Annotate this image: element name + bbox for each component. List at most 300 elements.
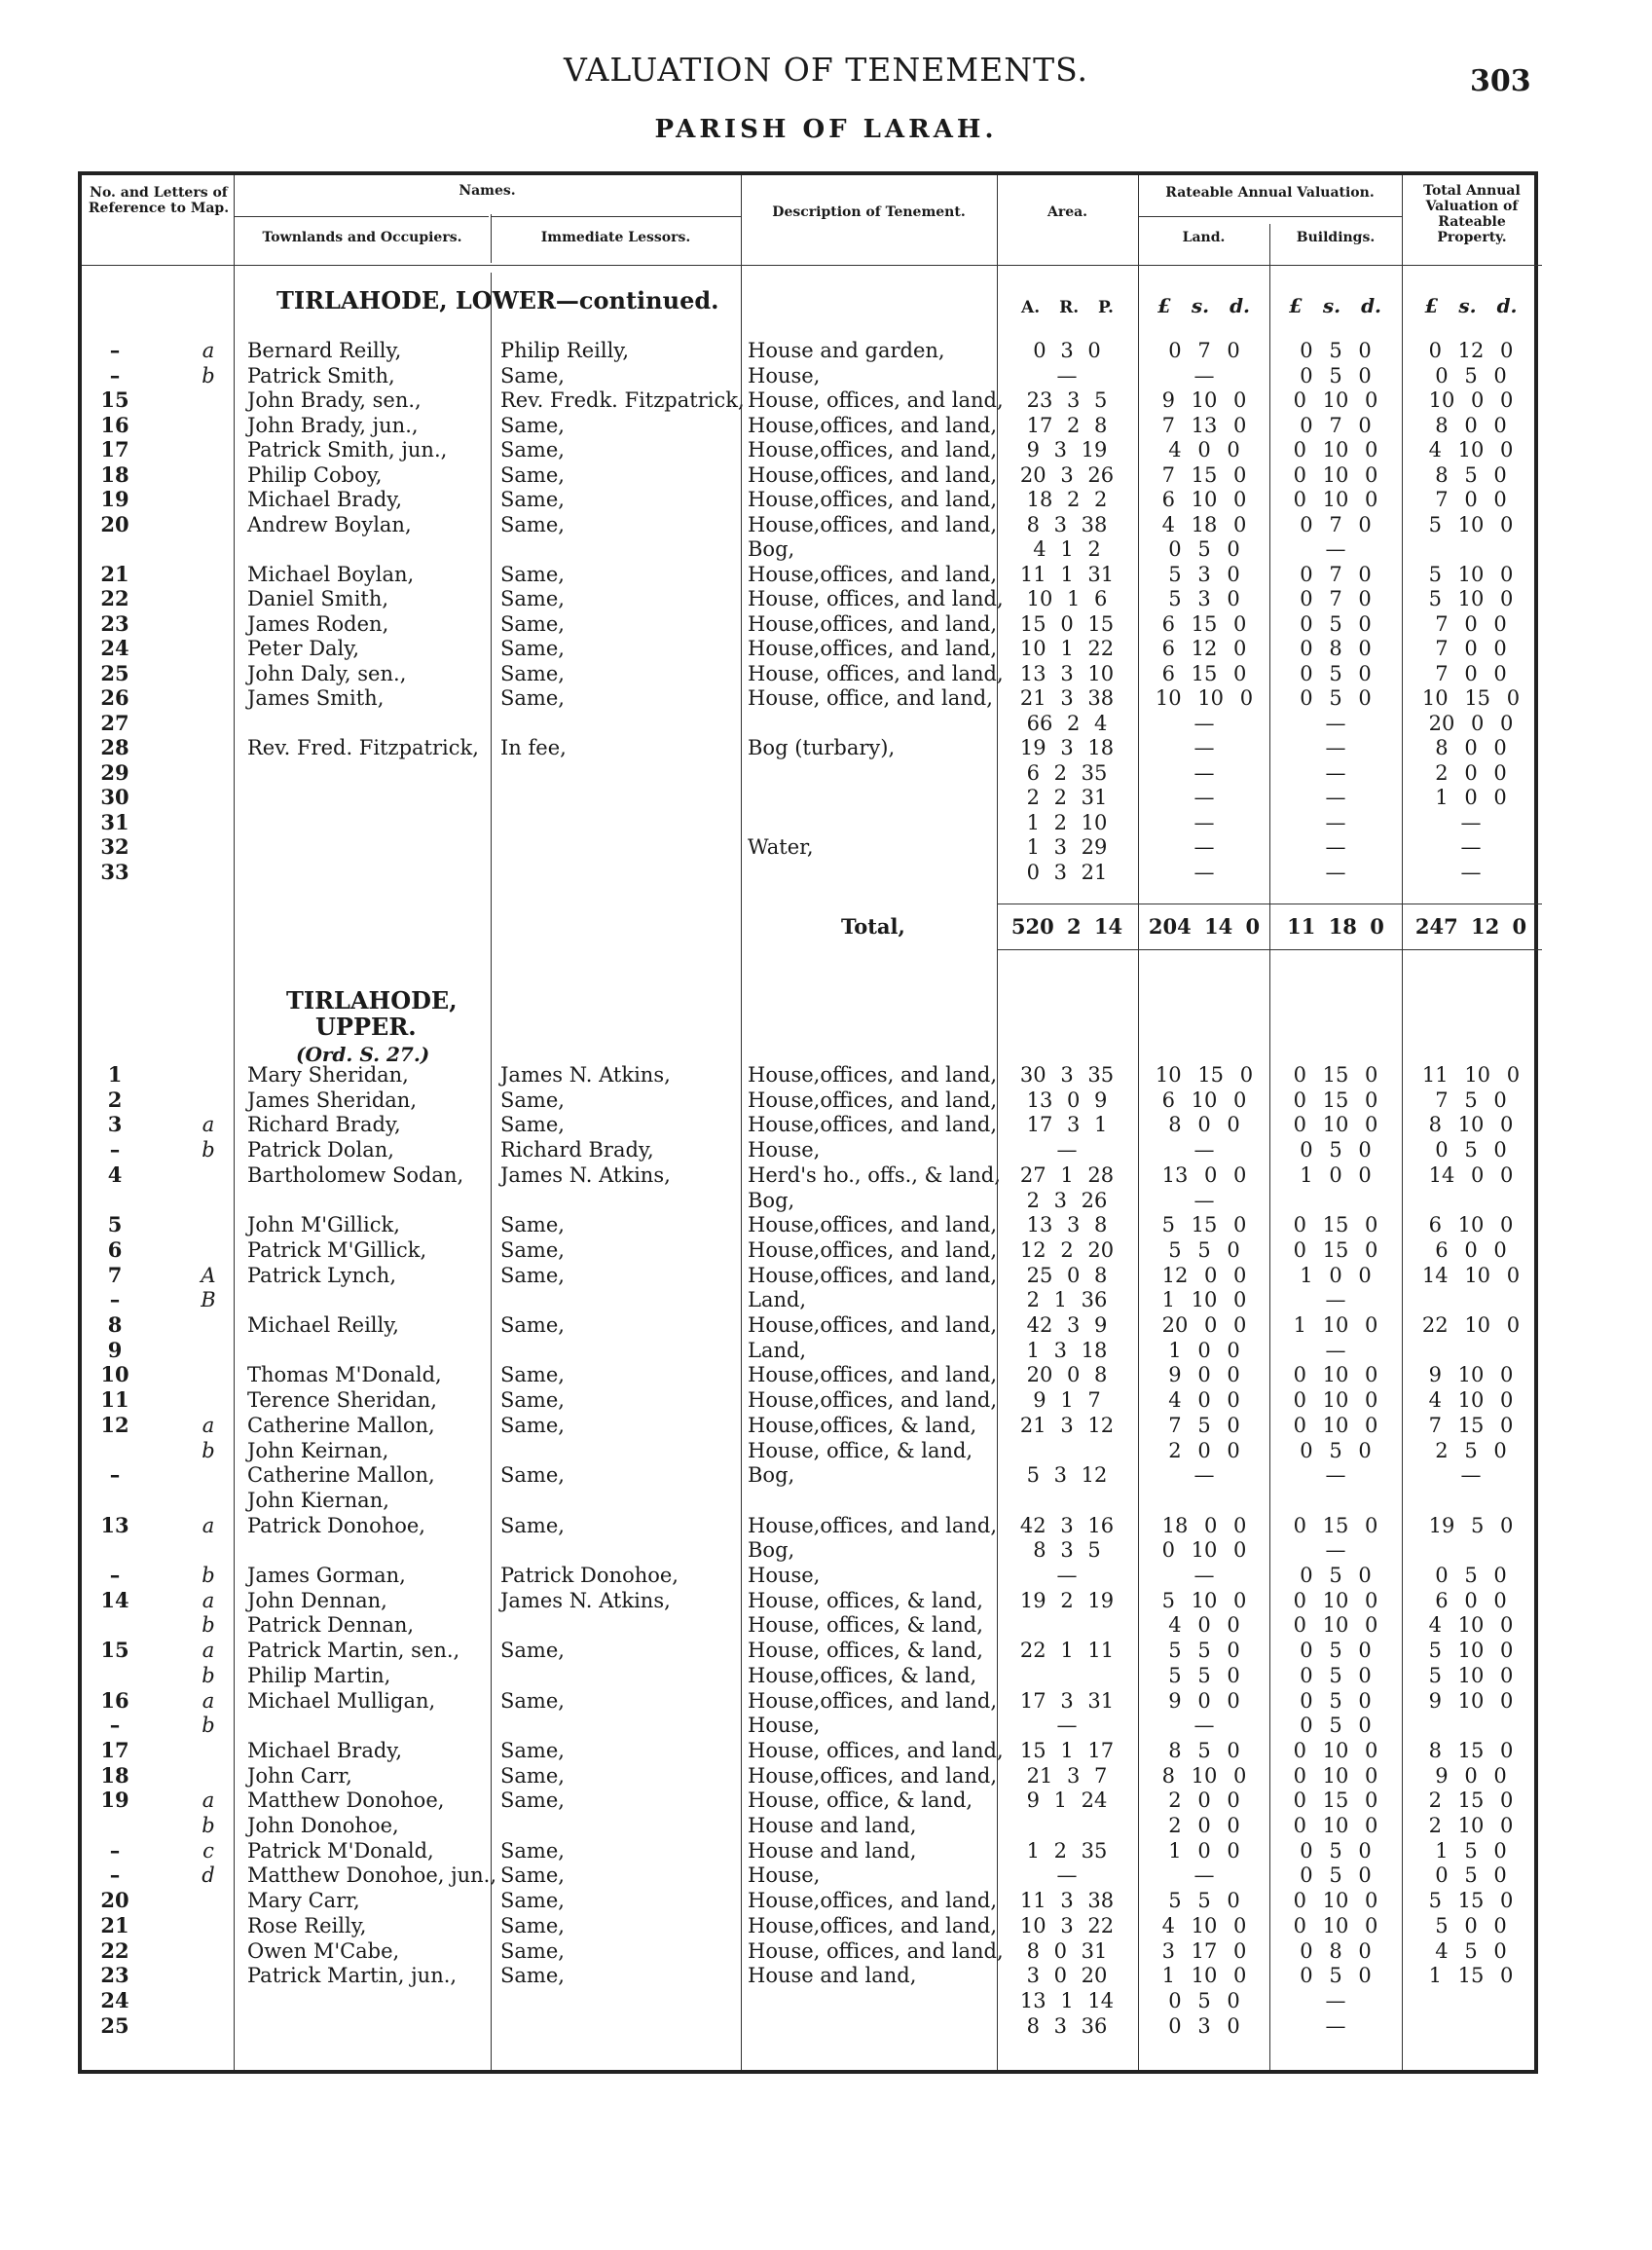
land-value: 6 10 0 (1161, 488, 1247, 511)
header-rule (1138, 216, 1403, 217)
ref-number: 18 (100, 461, 129, 487)
buildings-value: 0 10 0 (1293, 438, 1378, 461)
occupier-name: John Dennan, (247, 1588, 387, 1612)
land-value: 0 3 0 (1168, 2013, 1240, 2038)
ref-number: 20 (100, 511, 129, 536)
occupier-name: Michael Boylan, (247, 562, 415, 586)
section-ord: (Ord. S. 27.) (296, 1043, 430, 1066)
lessor-name: James N. Atkins, (500, 1063, 671, 1087)
area-value: — (1056, 1714, 1078, 1738)
land-value: 8 5 0 (1168, 1738, 1240, 1762)
tenement-description: House, office, and land, (748, 686, 993, 710)
land-units: £ s. d. (1156, 294, 1251, 317)
tenement-description: House, offices, and land, (748, 1738, 1004, 1762)
ref-letter: b (202, 1564, 215, 1587)
col-rule (1138, 175, 1139, 2070)
land-value: 6 10 0 (1161, 1088, 1247, 1112)
ref-number: 1 (107, 1062, 123, 1087)
buildings-value: 0 10 0 (1293, 1913, 1378, 1937)
area-value: 13 3 8 (1026, 1213, 1108, 1237)
page-number: 303 (1470, 64, 1531, 98)
tenement-description: House,offices, and land, (748, 611, 997, 636)
total-value: 1 5 0 (1435, 1838, 1507, 1863)
occupier-name: Patrick M'Gillick, (247, 1237, 427, 1262)
occupier-name: Richard Brady, (247, 1113, 401, 1137)
lessor-name: Same, (500, 1863, 565, 1888)
area-value: 15 1 17 (1019, 1738, 1115, 1762)
ref-letter: a (202, 1113, 215, 1137)
tenement-description: House,offices, and land, (748, 512, 997, 536)
occupier-name: Michael Reilly, (247, 1313, 399, 1337)
occupier-name: John Brady, jun., (247, 413, 419, 437)
lessor-name: Same, (500, 1763, 565, 1788)
buildings-value: — (1325, 810, 1346, 834)
total-value: 8 5 0 (1435, 462, 1507, 487)
land-value: — (1193, 1463, 1215, 1488)
lessor-name: Same, (500, 462, 565, 487)
buildings-value: 0 10 0 (1293, 488, 1378, 511)
buildings-value: 0 10 0 (1293, 1113, 1378, 1137)
ref-number: 25 (100, 660, 129, 685)
buildings-value: 0 10 0 (1293, 1738, 1378, 1762)
ref-number: 26 (100, 685, 129, 710)
ref-number: 18 (100, 1762, 129, 1788)
tenement-description: House, offices, and land, (748, 661, 1004, 685)
land-value: — (1193, 1138, 1215, 1162)
land-value: — (1193, 711, 1215, 735)
buildings-value: 0 5 0 (1300, 1714, 1372, 1738)
tenement-description: House,offices, and land, (748, 1263, 997, 1287)
buildings-value: — (1325, 711, 1346, 735)
ref-number: 5 (107, 1212, 123, 1237)
land-value: 4 10 0 (1161, 1913, 1247, 1937)
total-value: 6 10 0 (1428, 1213, 1514, 1237)
land-value: 10 10 0 (1155, 686, 1254, 710)
area-value: 18 2 2 (1026, 488, 1108, 511)
col-header-area: Area. (1046, 204, 1088, 220)
land-value: 4 18 0 (1161, 512, 1247, 536)
ref-number: 14 (100, 1587, 129, 1612)
total-land: 204 14 0 (1148, 914, 1261, 939)
buildings-value: 0 5 0 (1300, 1438, 1372, 1462)
tenement-description: House, (748, 1564, 821, 1587)
buildings-value: 0 5 0 (1300, 686, 1372, 710)
total-value: 8 15 0 (1428, 1738, 1514, 1762)
ref-number: 3 (107, 1112, 123, 1137)
lessor-name: James N. Atkins, (500, 1588, 671, 1612)
area-value: 1 2 35 (1026, 1838, 1108, 1863)
lessor-name: Patrick Donohoe, (500, 1564, 679, 1587)
area-value: 2 1 36 (1026, 1288, 1108, 1312)
ref-letter: a (202, 1513, 215, 1537)
area-value: 3 0 20 (1026, 1964, 1108, 1988)
occupier-name: Patrick Donohoe, (247, 1513, 425, 1537)
tenement-description: House,offices, and land, (748, 1688, 997, 1713)
lessor-name: In fee, (500, 736, 567, 759)
ref-number: 11 (100, 1387, 129, 1413)
tenement-description: Land, (748, 1288, 807, 1312)
ref-number: 28 (100, 735, 129, 759)
col-header-ref: No. and Letters of Reference to Map. (88, 185, 230, 216)
total-units: £ s. d. (1424, 294, 1518, 317)
buildings-value: 0 5 0 (1300, 1639, 1372, 1663)
buildings-value: — (1325, 835, 1346, 859)
total-value: 14 10 0 (1421, 1263, 1521, 1287)
col-header-total: Total Annual Valuation of Rateable Property. (1423, 183, 1521, 245)
lessor-name: Same, (500, 488, 565, 511)
area-value: 21 3 12 (1019, 1413, 1115, 1437)
ref-number: 17 (100, 1737, 129, 1762)
tenement-description: House, office, & land, (748, 1789, 973, 1813)
tenement-description: House,offices, and land, (748, 1113, 997, 1137)
total-value: — (1460, 835, 1482, 859)
buildings-value: 0 7 0 (1300, 562, 1372, 586)
tenement-description: House,offices, and land, (748, 1313, 997, 1337)
tenement-description: House,offices, & land, (748, 1663, 977, 1687)
buildings-value: 0 10 0 (1293, 1889, 1378, 1913)
buildings-value: — (1325, 1463, 1346, 1488)
ref-letter: a (202, 1789, 215, 1813)
tenement-description: House,offices, and land, (748, 1513, 997, 1537)
total-value: 5 10 0 (1428, 562, 1514, 586)
lessor-name: James N. Atkins, (500, 1162, 671, 1187)
area-value: 15 0 15 (1019, 611, 1115, 636)
buildings-value: 1 0 0 (1300, 1263, 1372, 1287)
tenement-description: Land, (748, 1338, 807, 1362)
area-value: 19 3 18 (1019, 736, 1115, 759)
area-value: 20 0 8 (1026, 1363, 1108, 1387)
area-value: 6 2 35 (1026, 760, 1108, 785)
total-rule (997, 949, 1542, 950)
buildings-value: 0 5 0 (1300, 611, 1372, 636)
buildings-value: 0 5 0 (1300, 1863, 1372, 1888)
total-value: 2 0 0 (1435, 760, 1507, 785)
buildings-value: 0 10 0 (1293, 1388, 1378, 1413)
total-value: 8 0 0 (1435, 413, 1507, 437)
land-value: 12 0 0 (1161, 1263, 1247, 1287)
area-value: 11 1 31 (1019, 562, 1115, 586)
ref-letter: b (202, 1814, 215, 1837)
total-value: 1 15 0 (1428, 1964, 1514, 1988)
occupier-name: Michael Brady, (247, 1738, 403, 1762)
section-title-upper-2: UPPER. (315, 1013, 417, 1041)
area-value: 1 2 10 (1026, 810, 1108, 834)
area-value: 0 3 21 (1026, 860, 1108, 884)
buildings-value: 0 5 0 (1300, 1688, 1372, 1713)
area-value: 1 3 29 (1026, 835, 1108, 859)
occupier-name: Rev. Fred. Fitzpatrick, (247, 736, 479, 759)
tenement-description: House, (748, 1714, 821, 1738)
occupier-name: James Sheridan, (247, 1088, 417, 1112)
total-value: 5 10 0 (1428, 512, 1514, 536)
lessor-name: Same, (500, 1938, 565, 1963)
tenement-description: House and land, (748, 1838, 917, 1863)
land-value: 2 0 0 (1168, 1438, 1240, 1462)
land-value: 5 15 0 (1161, 1213, 1247, 1237)
land-value: 0 5 0 (1168, 1988, 1240, 2012)
occupier-name: Peter Daly, (247, 637, 360, 660)
lessor-name: Same, (500, 1789, 565, 1813)
area-value: 0 3 0 (1033, 339, 1101, 362)
ref-number: 19 (100, 1788, 129, 1813)
lessor-name: Same, (500, 512, 565, 536)
lessor-name: Same, (500, 1088, 565, 1112)
occupier-name: Michael Brady, (247, 488, 403, 511)
tenement-description: House, (748, 363, 821, 387)
section-title-lower: TIRLAHODE, LOWER—continued. (276, 286, 719, 314)
occupier-name: Rose Reilly, (247, 1913, 367, 1937)
occupier-name: John Daly, sen., (247, 661, 407, 685)
buildings-value: 0 15 0 (1293, 1513, 1378, 1537)
land-value: 9 10 0 (1161, 388, 1247, 412)
buildings-value: 0 15 0 (1293, 1063, 1378, 1087)
area-value: 13 3 10 (1019, 661, 1115, 685)
ref-letter: B (201, 1288, 216, 1312)
occupier-name: Mary Carr, (247, 1889, 360, 1913)
buildings-value: 0 5 0 (1300, 661, 1372, 685)
area-value: 19 2 19 (1019, 1588, 1115, 1612)
total-buildings: 11 18 0 (1287, 914, 1384, 939)
section-title-upper-1: TIRLAHODE, (286, 986, 458, 1014)
col-rule (1269, 224, 1270, 2070)
lessor-name: Same, (500, 637, 565, 660)
occupier-name: Thomas M'Donald, (247, 1363, 442, 1387)
area-value: 10 3 22 (1019, 1913, 1115, 1937)
occupier-name: Patrick Dennan, (247, 1613, 415, 1638)
area-value: 25 0 8 (1026, 1263, 1108, 1287)
occupier-name: John M'Gillick, (247, 1213, 400, 1237)
buildings-value: 0 8 0 (1300, 637, 1372, 660)
tenement-description: House,offices, and land, (748, 1088, 997, 1112)
lessor-name: Same, (500, 611, 565, 636)
ref-number: – (109, 1287, 121, 1312)
tenement-description: House, office, & land, (748, 1438, 973, 1462)
land-value: 8 10 0 (1161, 1763, 1247, 1788)
ref-number: 12 (100, 1412, 129, 1437)
col-header-desc: Description of Tenement. (772, 204, 966, 220)
area-value: 9 1 7 (1033, 1388, 1101, 1413)
ref-letter: b (202, 363, 215, 387)
lessor-name: Same, (500, 438, 565, 461)
tenement-description: House,offices, and land, (748, 1388, 997, 1413)
ref-number: 15 (100, 1638, 129, 1663)
occupier-name: Andrew Boylan, (247, 512, 412, 536)
area-value: 20 3 26 (1019, 462, 1115, 487)
total-value: 7 0 0 (1435, 661, 1507, 685)
buildings-value: — (1325, 2013, 1346, 2038)
buildings-value: 0 10 0 (1293, 1588, 1378, 1612)
area-value: 11 3 38 (1019, 1889, 1115, 1913)
occupier-name: John Brady, sen., (247, 388, 422, 412)
ref-number: 33 (100, 859, 129, 884)
occupier-name: Catherine Mallon, (247, 1463, 435, 1488)
ref-number: 16 (100, 412, 129, 437)
tenement-description: House,offices, and land, (748, 1763, 997, 1788)
ref-number: 22 (100, 1937, 129, 1963)
total-value: 8 10 0 (1428, 1113, 1514, 1137)
ref-number: 21 (100, 561, 129, 586)
lessor-name: Same, (500, 1639, 565, 1663)
col-rule (234, 175, 235, 2070)
tenement-description: Bog, (748, 1463, 795, 1488)
total-value: 9 10 0 (1428, 1363, 1514, 1387)
buildings-value: — (1325, 860, 1346, 884)
tenement-description: Water, (748, 835, 814, 859)
area-value: 17 3 31 (1019, 1688, 1115, 1713)
ref-letter: d (202, 1863, 215, 1888)
area-value: 8 3 5 (1033, 1538, 1101, 1563)
total-value: 5 0 0 (1435, 1913, 1507, 1937)
area-value: 2 2 31 (1026, 786, 1108, 809)
header-rule (234, 216, 489, 217)
col-rule (491, 273, 492, 2070)
area-value: 9 1 24 (1026, 1789, 1108, 1813)
ref-number: – (109, 1462, 121, 1488)
land-value: 5 3 0 (1168, 562, 1240, 586)
occupier-name: Bartholomew Sodan, (247, 1162, 464, 1187)
occupier-name: Bernard Reilly, (247, 339, 402, 362)
area-value: 21 3 7 (1026, 1763, 1108, 1788)
occupier-name: Matthew Donohoe, jun., (247, 1863, 497, 1888)
buildings-value: 0 5 0 (1300, 1663, 1372, 1687)
total-value: 5 10 0 (1428, 587, 1514, 610)
ref-number: 9 (107, 1337, 123, 1362)
land-value: — (1193, 736, 1215, 759)
area-value: 9 3 19 (1026, 438, 1108, 461)
ref-number: 17 (100, 437, 129, 461)
total-value: 7 5 0 (1435, 1088, 1507, 1112)
area-value: — (1056, 1863, 1078, 1888)
col-header-rateable: Rateable Annual Valuation. (1165, 185, 1375, 201)
tenement-description: House,offices, and land, (748, 1889, 997, 1913)
tenement-description: House, offices, & land, (748, 1613, 983, 1638)
total-value: 0 5 0 (1435, 1138, 1507, 1162)
lessor-name: Same, (500, 562, 565, 586)
land-value: — (1193, 810, 1215, 834)
area-value: 1 3 18 (1026, 1338, 1108, 1362)
area-value: 8 0 31 (1026, 1938, 1108, 1963)
lessor-name: Same, (500, 1263, 565, 1287)
ref-number: 4 (107, 1162, 123, 1187)
ref-letter: A (201, 1263, 216, 1287)
total-value: — (1460, 1463, 1482, 1488)
land-value: — (1193, 1564, 1215, 1587)
occupier-name: John Donohoe, (247, 1814, 399, 1837)
occupier-name: Philip Coboy, (247, 462, 383, 487)
tenement-description: House, offices, & land, (748, 1588, 983, 1612)
tenement-description: House and garden, (748, 339, 945, 362)
lessor-name: Same, (500, 1463, 565, 1488)
land-value: 5 3 0 (1168, 587, 1240, 610)
occupier-name: John Keirnan, (247, 1438, 389, 1462)
tenement-description: House, offices, and land, (748, 587, 1004, 610)
lessor-name: Same, (500, 1688, 565, 1713)
land-value: — (1193, 1188, 1215, 1212)
buildings-value: 0 7 0 (1300, 413, 1372, 437)
lessor-name: Philip Reilly, (500, 339, 630, 362)
total-valuation: 247 12 0 (1414, 914, 1527, 939)
ref-number: 2 (107, 1087, 123, 1112)
header-rule (82, 265, 1542, 266)
buildings-value: — (1325, 1288, 1346, 1312)
ref-letter: a (202, 1588, 215, 1612)
tenement-description: House,offices, and land, (748, 1237, 997, 1262)
total-value: 0 12 0 (1428, 339, 1514, 362)
lessor-name: Richard Brady, (500, 1138, 654, 1162)
ref-number: 7 (107, 1262, 123, 1287)
ref-number: 32 (100, 834, 129, 859)
land-value: 4 0 0 (1168, 438, 1240, 461)
buildings-value: 0 15 0 (1293, 1213, 1378, 1237)
total-area: 520 2 14 (1010, 914, 1123, 939)
ref-number: 29 (100, 759, 129, 785)
total-value: 6 0 0 (1435, 1588, 1507, 1612)
ref-letter: c (202, 1838, 214, 1863)
total-value: 5 15 0 (1428, 1889, 1514, 1913)
buildings-value: — (1325, 1338, 1346, 1362)
total-value: 10 15 0 (1421, 686, 1521, 710)
land-value: 6 15 0 (1161, 611, 1247, 636)
tenement-description: Herd's ho., offs., & land, (748, 1162, 1001, 1187)
total-value: 4 10 0 (1428, 438, 1514, 461)
ref-letter: a (202, 1413, 215, 1437)
land-value: 6 12 0 (1161, 637, 1247, 660)
ref-number: – (109, 362, 121, 387)
ref-letter: a (202, 1639, 215, 1663)
area-value: 13 0 9 (1026, 1088, 1108, 1112)
land-value: 7 5 0 (1168, 1413, 1240, 1437)
area-value: 4 1 2 (1033, 537, 1101, 561)
ref-number: 23 (100, 610, 129, 636)
lessor-name: Same, (500, 661, 565, 685)
occupier-name: Terence Sheridan, (247, 1388, 437, 1413)
lessor-name: Same, (500, 1313, 565, 1337)
land-value: 9 0 0 (1168, 1688, 1240, 1713)
occupier-name: Patrick Smith, (247, 363, 395, 387)
total-value: 0 5 0 (1435, 363, 1507, 387)
occupier-name: Philip Martin, (247, 1663, 391, 1687)
lessor-name: Same, (500, 1838, 565, 1863)
ref-letter: a (202, 1688, 215, 1713)
ref-number: 24 (100, 1987, 129, 2012)
total-value: 4 10 0 (1428, 1613, 1514, 1638)
buildings-value: — (1325, 1988, 1346, 2012)
page-title: VALUATION OF TENEMENTS. (563, 51, 1088, 89)
occupier-name: Mary Sheridan, (247, 1063, 409, 1087)
occupier-name: Matthew Donohoe, (247, 1789, 445, 1813)
ref-number: 21 (100, 1912, 129, 1937)
occupier-name: Patrick Dolan, (247, 1138, 394, 1162)
lessor-name: Same, (500, 1889, 565, 1913)
land-value: 6 15 0 (1161, 661, 1247, 685)
col-header-names: Names. (459, 183, 516, 199)
land-value: 18 0 0 (1161, 1513, 1247, 1537)
buildings-value: — (1325, 786, 1346, 809)
ref-number: 31 (100, 809, 129, 834)
occupier-name: James Roden, (247, 611, 389, 636)
ref-number: 25 (100, 2012, 129, 2038)
lessor-name: Same, (500, 1913, 565, 1937)
occupier-name: Patrick Smith, jun., (247, 438, 448, 461)
occupier-name: John Carr, (247, 1763, 352, 1788)
col-header-occupiers: Townlands and Occupiers. (262, 230, 462, 245)
land-value: 5 5 0 (1168, 1639, 1240, 1663)
buildings-value: 1 0 0 (1300, 1162, 1372, 1187)
area-value: 42 3 16 (1019, 1513, 1115, 1537)
area-value: 66 2 4 (1026, 711, 1108, 735)
occupier-name: Patrick Lynch, (247, 1263, 396, 1287)
occupier-name: Patrick Martin, sen., (247, 1639, 460, 1663)
